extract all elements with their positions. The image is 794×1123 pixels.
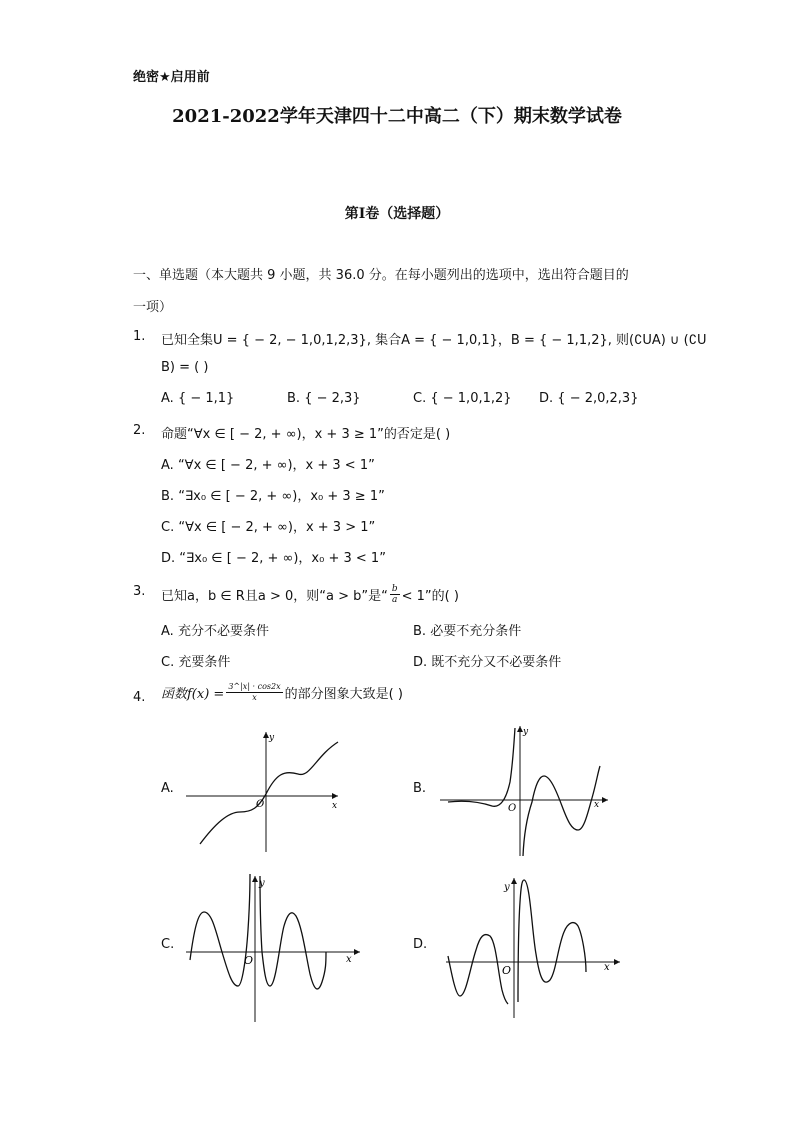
y-axis-label: y xyxy=(269,733,275,743)
option-text: { − 2,0,2,3} xyxy=(557,391,639,406)
option-text: { − 1,0,1,2} xyxy=(430,391,512,406)
y-axis-arrow xyxy=(252,876,258,882)
part-title: 第I卷（选择题） xyxy=(344,206,450,222)
option-text: “∃x₀ ∈ [ − 2, + ∞)，x₀ + 3 < 1” xyxy=(179,551,386,566)
x-axis-label: x xyxy=(604,962,610,973)
y-axis-arrow xyxy=(511,878,517,884)
option-d[interactable] xyxy=(413,651,561,670)
fraction-denominator: x xyxy=(252,693,257,702)
option-label: C. xyxy=(161,520,175,535)
option-d[interactable] xyxy=(539,391,638,406)
y-axis-label: y xyxy=(523,727,529,737)
x-axis-arrow xyxy=(354,949,360,955)
curve-d-left xyxy=(448,935,508,1004)
stem-text: < 1”的( ) xyxy=(401,589,459,604)
fraction xyxy=(226,682,282,703)
option-c[interactable] xyxy=(161,651,230,670)
option-label: B. xyxy=(287,391,301,406)
option-text: 既不充分又不必要条件 xyxy=(431,655,562,670)
option-label: A. xyxy=(161,624,174,639)
option-label: B. xyxy=(413,624,427,639)
question-number: 3. xyxy=(133,584,146,599)
graph-a[interactable] xyxy=(180,728,350,856)
graph-label-d[interactable]: D. xyxy=(413,937,428,952)
question-stem: 已知全集U = { − 2, − 1,0,1,2,3}, 集合A = { − 1,0,1}，B = { − 1,1,2}, 则(∁UA) ∪ (∁U xyxy=(161,333,707,348)
option-a[interactable] xyxy=(161,454,375,473)
exam-title: 2021-2022学年天津四十二中高二（下）期末数学试卷 xyxy=(172,106,622,127)
option-label: B. xyxy=(161,489,175,504)
option-text: { − 1,1} xyxy=(177,391,235,406)
question-stem xyxy=(161,682,403,703)
x-axis-arrow xyxy=(332,793,338,799)
fraction-numerator: b xyxy=(391,584,398,594)
x-axis-label: x xyxy=(594,800,600,810)
option-text: “∀x ∈ [ − 2, + ∞)，x + 3 < 1” xyxy=(177,458,375,473)
x-axis-label: x xyxy=(332,801,338,811)
question-number: 2. xyxy=(133,423,146,438)
graph-label-b[interactable]: B. xyxy=(413,781,427,796)
x-axis-arrow xyxy=(602,797,608,803)
x-axis-label: x xyxy=(346,954,352,965)
fraction-numerator: 3^|x| · cos2x xyxy=(228,682,281,691)
option-text: “∃x₀ ∈ [ − 2, + ∞)，x₀ + 3 ≥ 1” xyxy=(178,489,385,504)
section-heading-line1: 一、单选题（本大题共 9 小题，共 36.0 分。在每小题列出的选项中，选出符合题目的 xyxy=(133,268,629,283)
question-number: 4. xyxy=(133,690,146,705)
graph-c[interactable] xyxy=(180,870,365,1025)
graph-d[interactable] xyxy=(440,872,625,1022)
question-stem xyxy=(161,584,459,605)
option-label: C. xyxy=(413,391,427,406)
stem-text: 的部分图象大致是( ) xyxy=(284,687,403,702)
option-label: A. xyxy=(161,458,174,473)
curve-d-right xyxy=(518,880,586,1002)
origin-label: O xyxy=(508,803,517,814)
curve-c-right xyxy=(260,876,326,989)
stem-text: 已知a，b ∈ R且a > 0，则“a > b”是“ xyxy=(161,589,388,604)
curve-a xyxy=(200,742,338,844)
option-label: D. xyxy=(413,655,428,670)
option-label: D. xyxy=(539,391,554,406)
option-a[interactable] xyxy=(161,620,269,639)
option-text: “∀x ∈ [ − 2, + ∞)，x + 3 > 1” xyxy=(178,520,376,535)
graph-label-a[interactable]: A. xyxy=(161,781,174,796)
origin-label: O xyxy=(502,964,512,977)
option-text: 必要不充分条件 xyxy=(430,624,522,639)
fraction xyxy=(390,584,400,605)
option-c[interactable] xyxy=(413,391,512,406)
curve-b-left xyxy=(448,728,515,806)
fraction-denominator: a xyxy=(392,595,398,605)
option-text: 充要条件 xyxy=(178,655,231,670)
option-label: A. xyxy=(161,391,174,406)
option-b[interactable] xyxy=(161,485,385,504)
option-text: { − 2,3} xyxy=(304,391,361,406)
stem-text: 函数f(x) = xyxy=(161,687,225,702)
section-heading-line2: 一项） xyxy=(133,300,173,315)
option-b[interactable] xyxy=(413,620,521,639)
y-axis-label: y xyxy=(259,878,265,889)
graph-b[interactable] xyxy=(436,722,616,858)
origin-label: O xyxy=(244,954,254,967)
option-label: C. xyxy=(161,655,175,670)
option-b[interactable] xyxy=(287,391,361,406)
curve-c-left xyxy=(190,874,250,986)
x-axis-arrow xyxy=(614,959,620,965)
y-axis-label: y xyxy=(504,882,510,893)
graph-label-c[interactable]: C. xyxy=(161,937,175,952)
question-stem: 命题“∀x ∈ [ − 2, + ∞)，x + 3 ≥ 1”的否定是( ) xyxy=(161,427,451,442)
option-a[interactable] xyxy=(161,391,234,406)
secret-label: 绝密★启用前 xyxy=(133,70,210,85)
option-label: D. xyxy=(161,551,176,566)
origin-label: O xyxy=(256,799,265,810)
option-text: 充分不必要条件 xyxy=(177,624,269,639)
curve-b-right xyxy=(523,766,600,856)
option-d[interactable] xyxy=(161,547,386,566)
question-number: 1. xyxy=(133,329,146,344)
option-c[interactable] xyxy=(161,516,375,535)
question-stem-cont: B) = ( ) xyxy=(161,360,209,375)
